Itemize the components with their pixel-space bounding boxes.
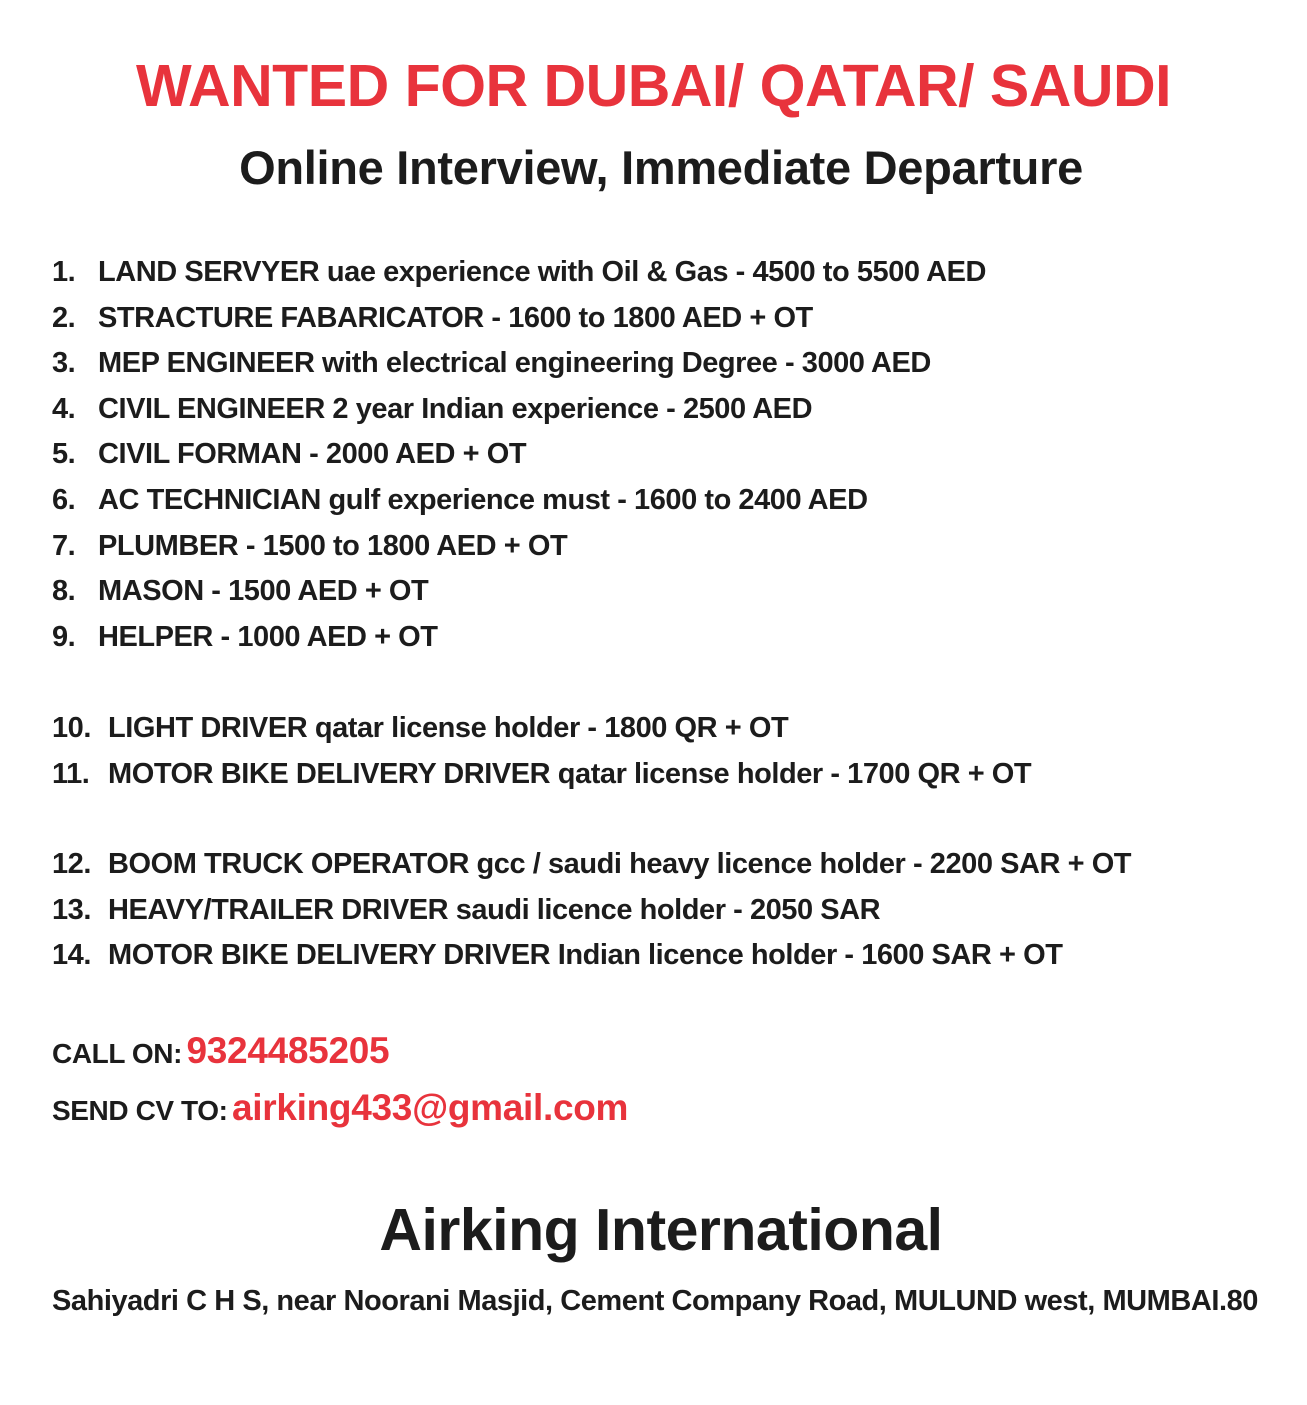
job-item [52,933,1131,979]
job-text: LIGHT DRIVER qatar license holder - 1800 QR + OT [108,712,789,744]
job-number: 14. [52,939,91,972]
call-label: CALL ON: [52,1038,183,1069]
job-item [52,888,1131,934]
job-item [52,706,1031,752]
job-number: 4. [52,392,76,425]
job-text: STRACTURE FABARICATOR - 1600 to 1800 AED + OT [98,301,813,334]
job-text: BOOM TRUCK OPERATOR gcc / saudi heavy licence holder - 2200 SAR + OT [108,848,1132,880]
call-line [52,1030,389,1072]
job-text: PLUMBER - 1500 to 1800 AED + OT [98,529,568,562]
email-address[interactable]: airking433@gmail.com [232,1087,629,1128]
job-text: AC TECHNICIAN gulf experience must - 1600 to 2400 AED [98,483,868,516]
job-number: 2. [52,301,76,334]
cv-line [52,1087,628,1129]
job-text: MOTOR BIKE DELIVERY DRIVER qatar license holder - 1700 QR + OT [108,757,1032,790]
job-item [52,615,986,661]
job-number: 5. [52,438,76,471]
job-item [52,296,986,342]
job-text: CIVIL ENGINEER 2 year Indian experience - 2500 AED [98,392,813,425]
job-item [52,387,986,433]
phone-number[interactable]: 9324485205 [186,1030,390,1071]
job-number: 1. [52,256,76,288]
job-item [52,524,986,570]
job-item [52,842,1131,888]
job-number: 11. [52,757,90,790]
cv-label: SEND CV TO: [52,1095,228,1126]
job-list-qatar [52,706,1031,797]
job-number: 12. [52,848,91,880]
job-number: 9. [52,620,76,653]
job-item [52,341,986,387]
job-text: HEAVY/TRAILER DRIVER saudi licence holder - 2050 SAR [108,893,881,926]
job-text: MEP ENGINEER with electrical engineering Degree - 3000 AED [98,347,931,380]
job-number: 7. [52,529,76,562]
job-number: 6. [52,483,76,516]
job-text: HELPER - 1000 AED + OT [98,620,438,653]
job-text: MASON - 1500 AED + OT [98,575,429,608]
job-number: 3. [52,347,76,380]
job-item [52,752,1031,798]
job-item [52,432,986,478]
job-list-uae [52,250,986,660]
job-item [52,569,986,615]
job-text: MOTOR BIKE DELIVERY DRIVER Indian licence holder - 1600 SAR + OT [108,939,1063,972]
subheadline: Online Interview, Immediate Departure [239,141,1083,194]
job-text: LAND SERVYER uae experience with Oil & Gas - 4500 to 5500 AED [98,256,986,288]
job-number: 13. [52,893,91,926]
company-address: Sahiyadri C H S, near Noorani Masjid, Cement Company Road, MULUND west, MUMBAI.80 [52,1285,1258,1317]
job-number: 10. [52,712,91,744]
job-text: CIVIL FORMAN - 2000 AED + OT [98,438,527,471]
job-item [52,478,986,524]
job-item [52,250,986,296]
company-name: Airking International [379,1197,943,1263]
headline: WANTED FOR DUBAI/ QATAR/ SAUDI [136,53,1171,119]
job-list-saudi [52,842,1131,979]
job-number: 8. [52,575,76,608]
